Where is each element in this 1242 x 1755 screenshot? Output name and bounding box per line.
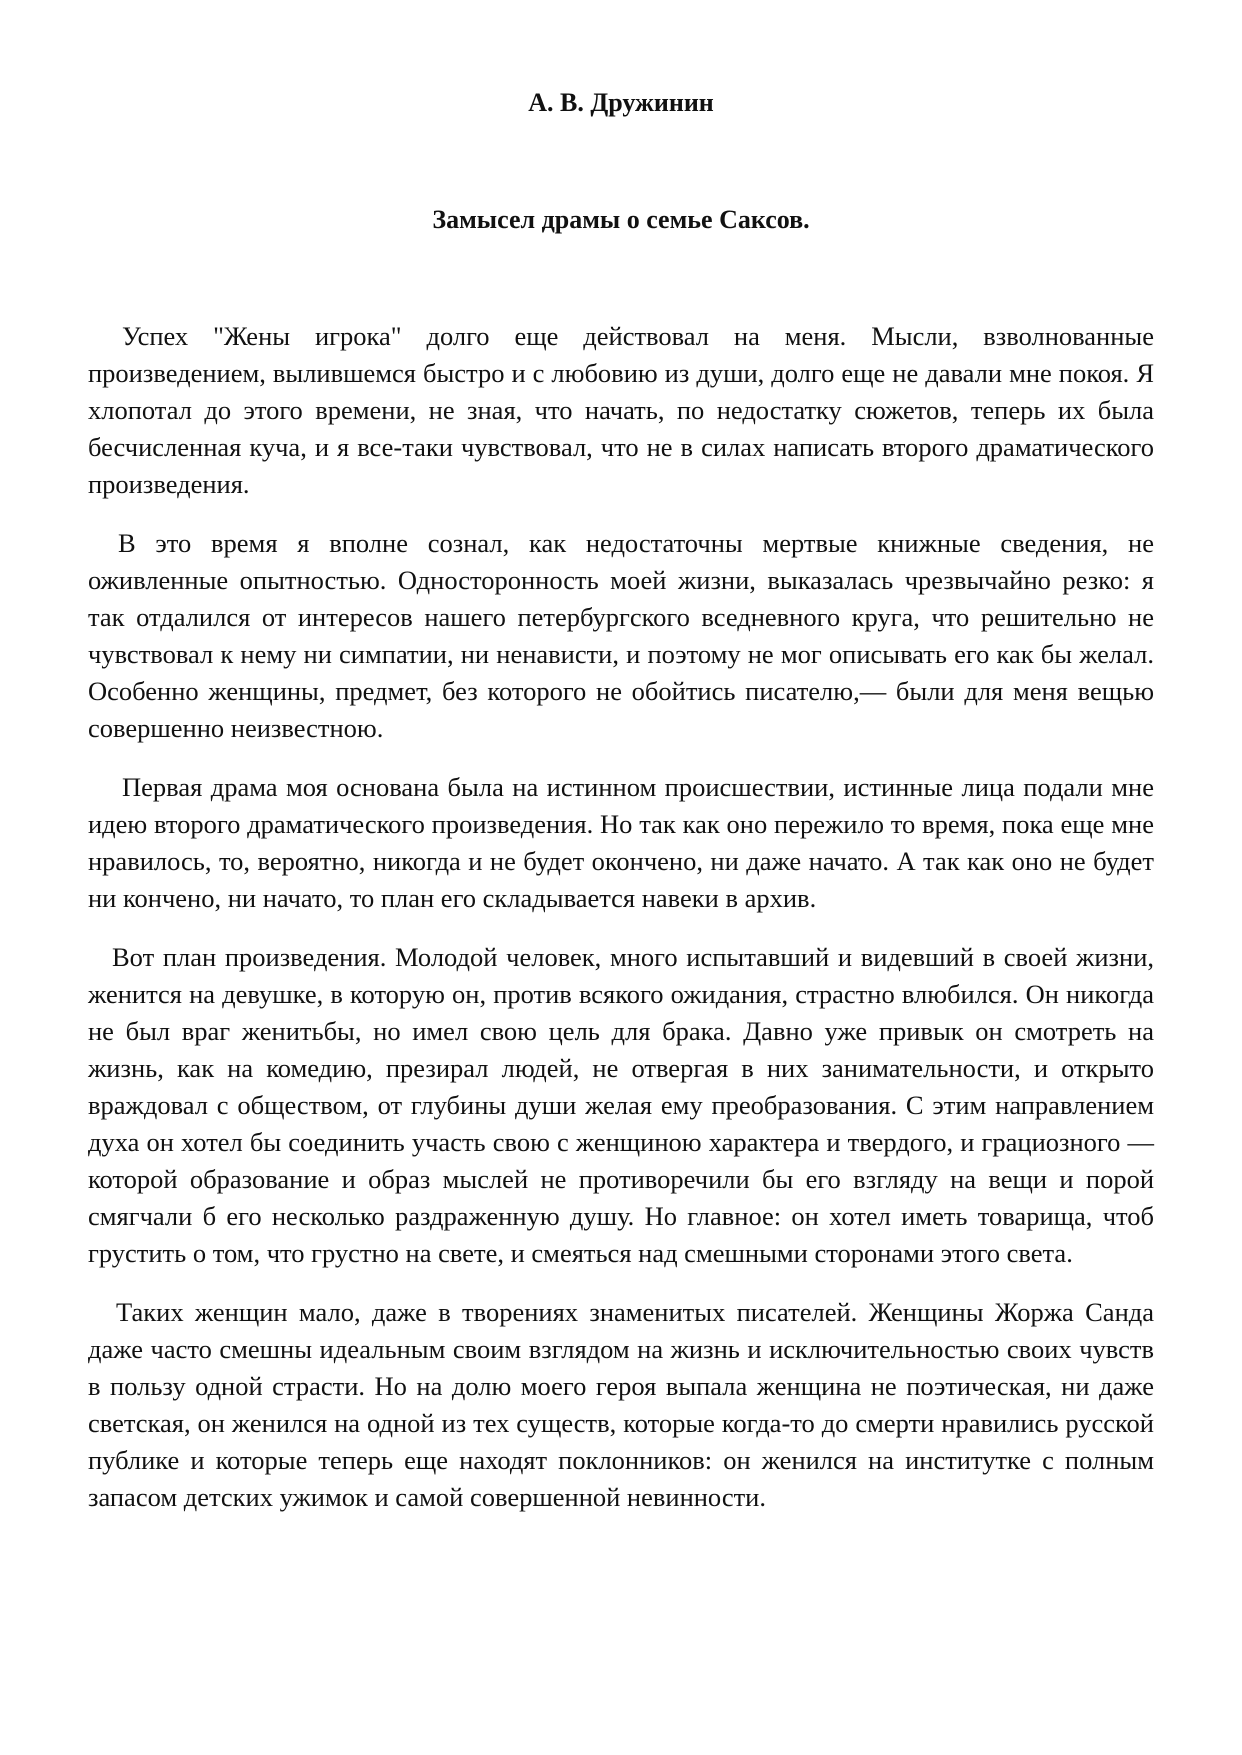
paragraph-3: Первая драма моя основана была на истинном происшествии, истинные лица подали мне идею второго драматического произведения. Но так как оно пережило то время, пока еще мне нравилось, то, вероятно, никогда и не будет окончено, ни даже начато. А так как оно не будет ни кончено, ни начато, то план его складывается навеки в архив. bbox=[88, 772, 1154, 913]
paragraph-5: Таких женщин мало, даже в творениях знаменитых писателей. Женщины Жоржа Санда даже часто смешны идеальным своим взглядом на жизнь и исключительностью своих чувств в пользу одной страсти. Но на долю моего героя выпала женщина не поэтическая, ни даже светская, он женился на одной из тех существ, которые когда-то до смерти нравились русской публике и которые теперь еще находят поклонников: он женился на институтке с полным запасом детских ужимок и самой совершенной невинности. bbox=[88, 1297, 1154, 1512]
author-name: А. В. Дружинин bbox=[528, 88, 714, 117]
document-page bbox=[88, 0, 1154, 1755]
body-text bbox=[88, 318, 1154, 1538]
document-title: Замысел драмы о семье Саксов. bbox=[432, 205, 810, 234]
paragraph-2: В это время я вполне сознал, как недостаточны мертвые книжные сведения, не оживленные опытностью. Односторонность моей жизни, выказалась чрезвычайно резко: я так отдалился от интересов нашего петербургского вседневного круга, что решительно не чувствовал к нему ни симпатии, ни ненависти, и поэтому не мог описывать его как бы желал. Особенно женщины, предмет, без которого не обойтись писателю,— были для меня вещью совершенно неизвестною. bbox=[88, 528, 1154, 743]
paragraph-4: Вот план произведения. Молодой человек, много испытавший и видевший в своей жизни, женится на девушке, в которую он, против всякого ожидания, страстно влюбился. Он никогда не был враг женитьбы, но имел свою цель для брака. Давно уже привык он смотреть на жизнь, как на комедию, презирал людей, не отвергая в них занимательности, и открыто враждовал с обществом, от глубины души желая ему преобразования. С этим направлением духа он хотел бы соединить участь свою с женщиною характера и твердого, и грациозного — которой образование и образ мыслей не противоречили бы его взгляду на вещи и порой смягчали б его несколько раздраженную душу. Но главное: он хотел иметь товарища, чтоб грустить о том, что грустно на свете, и смеяться над смешными сторонами этого света. bbox=[88, 942, 1154, 1268]
paragraph-1: Успех "Жены игрока" долго еще действовал на меня. Мысли, взволнованные произведением, вылившемся быстро и с любовию из души, долго еще не давали мне покоя. Я хлопотал до этого времени, не зная, что начать, по недостатку сюжетов, теперь их была бесчисленная куча, и я все-таки чувствовал, что не в силах написать второго драматического произведения. bbox=[88, 321, 1154, 499]
